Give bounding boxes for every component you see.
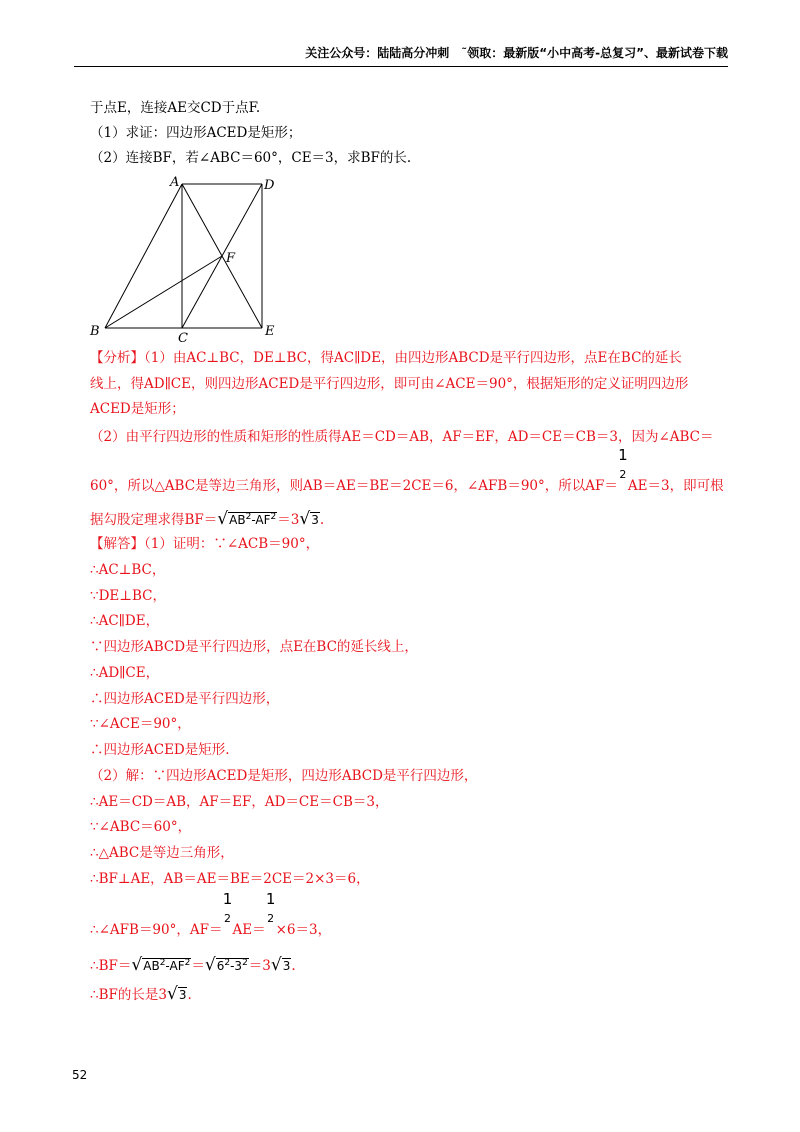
solution-text-16a: ∴BF＝ xyxy=(90,958,132,974)
radical-ab-af: $√AB^2-AF^2$ xyxy=(217,509,277,529)
radical-3-c: √3 xyxy=(166,984,187,1004)
fraction-half-b: 1 2 xyxy=(265,890,276,925)
solution-line-7: ∴四边形ACED是平行四边形， xyxy=(90,691,280,707)
radical-6-3: $√6^2-3^2$ xyxy=(204,955,248,975)
solution-line-6: ∴AD∥CE， xyxy=(90,665,160,681)
analysis-text-6a: 据勾股定理求得BF＝ xyxy=(90,512,218,528)
label-e: E xyxy=(265,324,275,339)
solution-line-15 xyxy=(90,890,332,939)
analysis-line-6: 据勾股定理求得$BF=√AB^2-AF^2=3√3$. xyxy=(90,509,325,529)
analysis-text-6b: ＝3 xyxy=(277,512,300,528)
solution-text-15a: ∴∠AFB＝90°，AF＝ xyxy=(90,922,223,938)
solution-line-12: ∵∠ABC＝60°， xyxy=(90,819,192,835)
radical-3-b: √3 xyxy=(270,955,291,975)
solution-line-4: ∴AC∥DE， xyxy=(90,613,160,629)
solution-line-13: ∴△ABC是等边三角形， xyxy=(90,845,234,861)
fraction-half: 1 2 xyxy=(618,446,628,481)
solution-text-17a: ∴BF的长是3 xyxy=(90,987,167,1003)
solution-line-3: ∵DE⊥BC， xyxy=(90,588,166,604)
fraction-half-a: 1 2 xyxy=(222,890,233,925)
label-b: B xyxy=(90,324,100,339)
label-c: C xyxy=(178,331,188,342)
analysis-text-5b: AE＝3，即可根 xyxy=(627,478,724,494)
analysis-text-1: （1）由AC⊥BC，DE⊥BC，得AC∥DE，由四边形ABCD是平行四边形，点E在BC的延长 xyxy=(144,350,682,366)
geometry-figure xyxy=(86,172,286,342)
problem-line-1: 于点E，连接AE交CD于点F. xyxy=(90,100,261,116)
segment-bf xyxy=(105,256,222,328)
analysis-line-5 xyxy=(90,446,724,495)
solution-line-2: ∴AC⊥BC， xyxy=(90,562,166,578)
solution-line-16: $\therefore BF=√AB^2-AF^2=√6^2-3^2=3√3$. xyxy=(90,955,296,975)
problem-line-2: （1）求证：四边形ACED是矩形； xyxy=(90,125,302,141)
analysis-line-1 xyxy=(90,349,682,367)
segment-ab xyxy=(105,184,182,328)
label-d: D xyxy=(264,178,275,193)
solution-line-1 xyxy=(90,535,319,553)
solution-text-1: （1）证明：∵∠ACB＝90°， xyxy=(144,536,320,552)
analysis-tag: 【分析】 xyxy=(90,350,144,366)
analysis-line-3: ACED是矩形； xyxy=(90,401,185,417)
solution-line-14: ∴BF⊥AE，AB＝AE＝BE＝2CE＝2×3＝6， xyxy=(90,871,370,887)
solution-line-9: ∴四边形ACED是矩形. xyxy=(90,742,230,758)
page-number: 52 xyxy=(72,1068,88,1082)
solution-tag: 【解答】 xyxy=(90,536,144,552)
radical-ab-af-2: $√AB^2-AF^2$ xyxy=(131,955,191,975)
solution-line-5: ∵四边形ABCD是平行四边形，点E在BC的延长线上， xyxy=(90,639,418,655)
solution-line-17: ∴BF的长是3√3. xyxy=(90,984,192,1004)
header-divider xyxy=(74,66,728,67)
label-a: A xyxy=(170,175,180,190)
radical-3: √3 xyxy=(299,509,319,529)
solution-text-15c: ×6＝3， xyxy=(275,922,332,938)
solution-line-11: ∴AE＝CD＝AB，AF＝EF，AD＝CE＝CB＝3， xyxy=(90,794,389,810)
label-f: F xyxy=(226,251,236,266)
analysis-line-4: （2）由平行四边形的性质和矩形的性质得AE＝CD＝AB，AF＝EF，AD＝CE＝CB＝3，因为∠ABC＝ xyxy=(90,429,714,445)
problem-line-3: （2）连接BF，若∠ABC＝60°，CE＝3，求BF的长. xyxy=(90,150,412,166)
solution-text-15b: AE＝ xyxy=(232,922,266,938)
solution-line-8: ∵∠ACE＝90°， xyxy=(90,716,191,732)
analysis-line-2: 线上，得AD∥CE，则四边形ACED是平行四边形，即可由∠ACE＝90°，根据矩形的定义证明四边形 xyxy=(90,376,689,392)
analysis-text-5a: 60°，所以△ABC是等边三角形，则AB＝AE＝BE＝2CE＝6，∠AFB＝90°，所以AF＝ xyxy=(90,478,618,494)
page-header: 关注公众号：陆陆高分冲刺 ˜领取：最新版“小中高考-总复习”、最新试卷下载 xyxy=(305,46,728,60)
solution-line-10: （2）解：∵四边形ACED是矩形，四边形ABCD是平行四边形， xyxy=(90,768,478,784)
